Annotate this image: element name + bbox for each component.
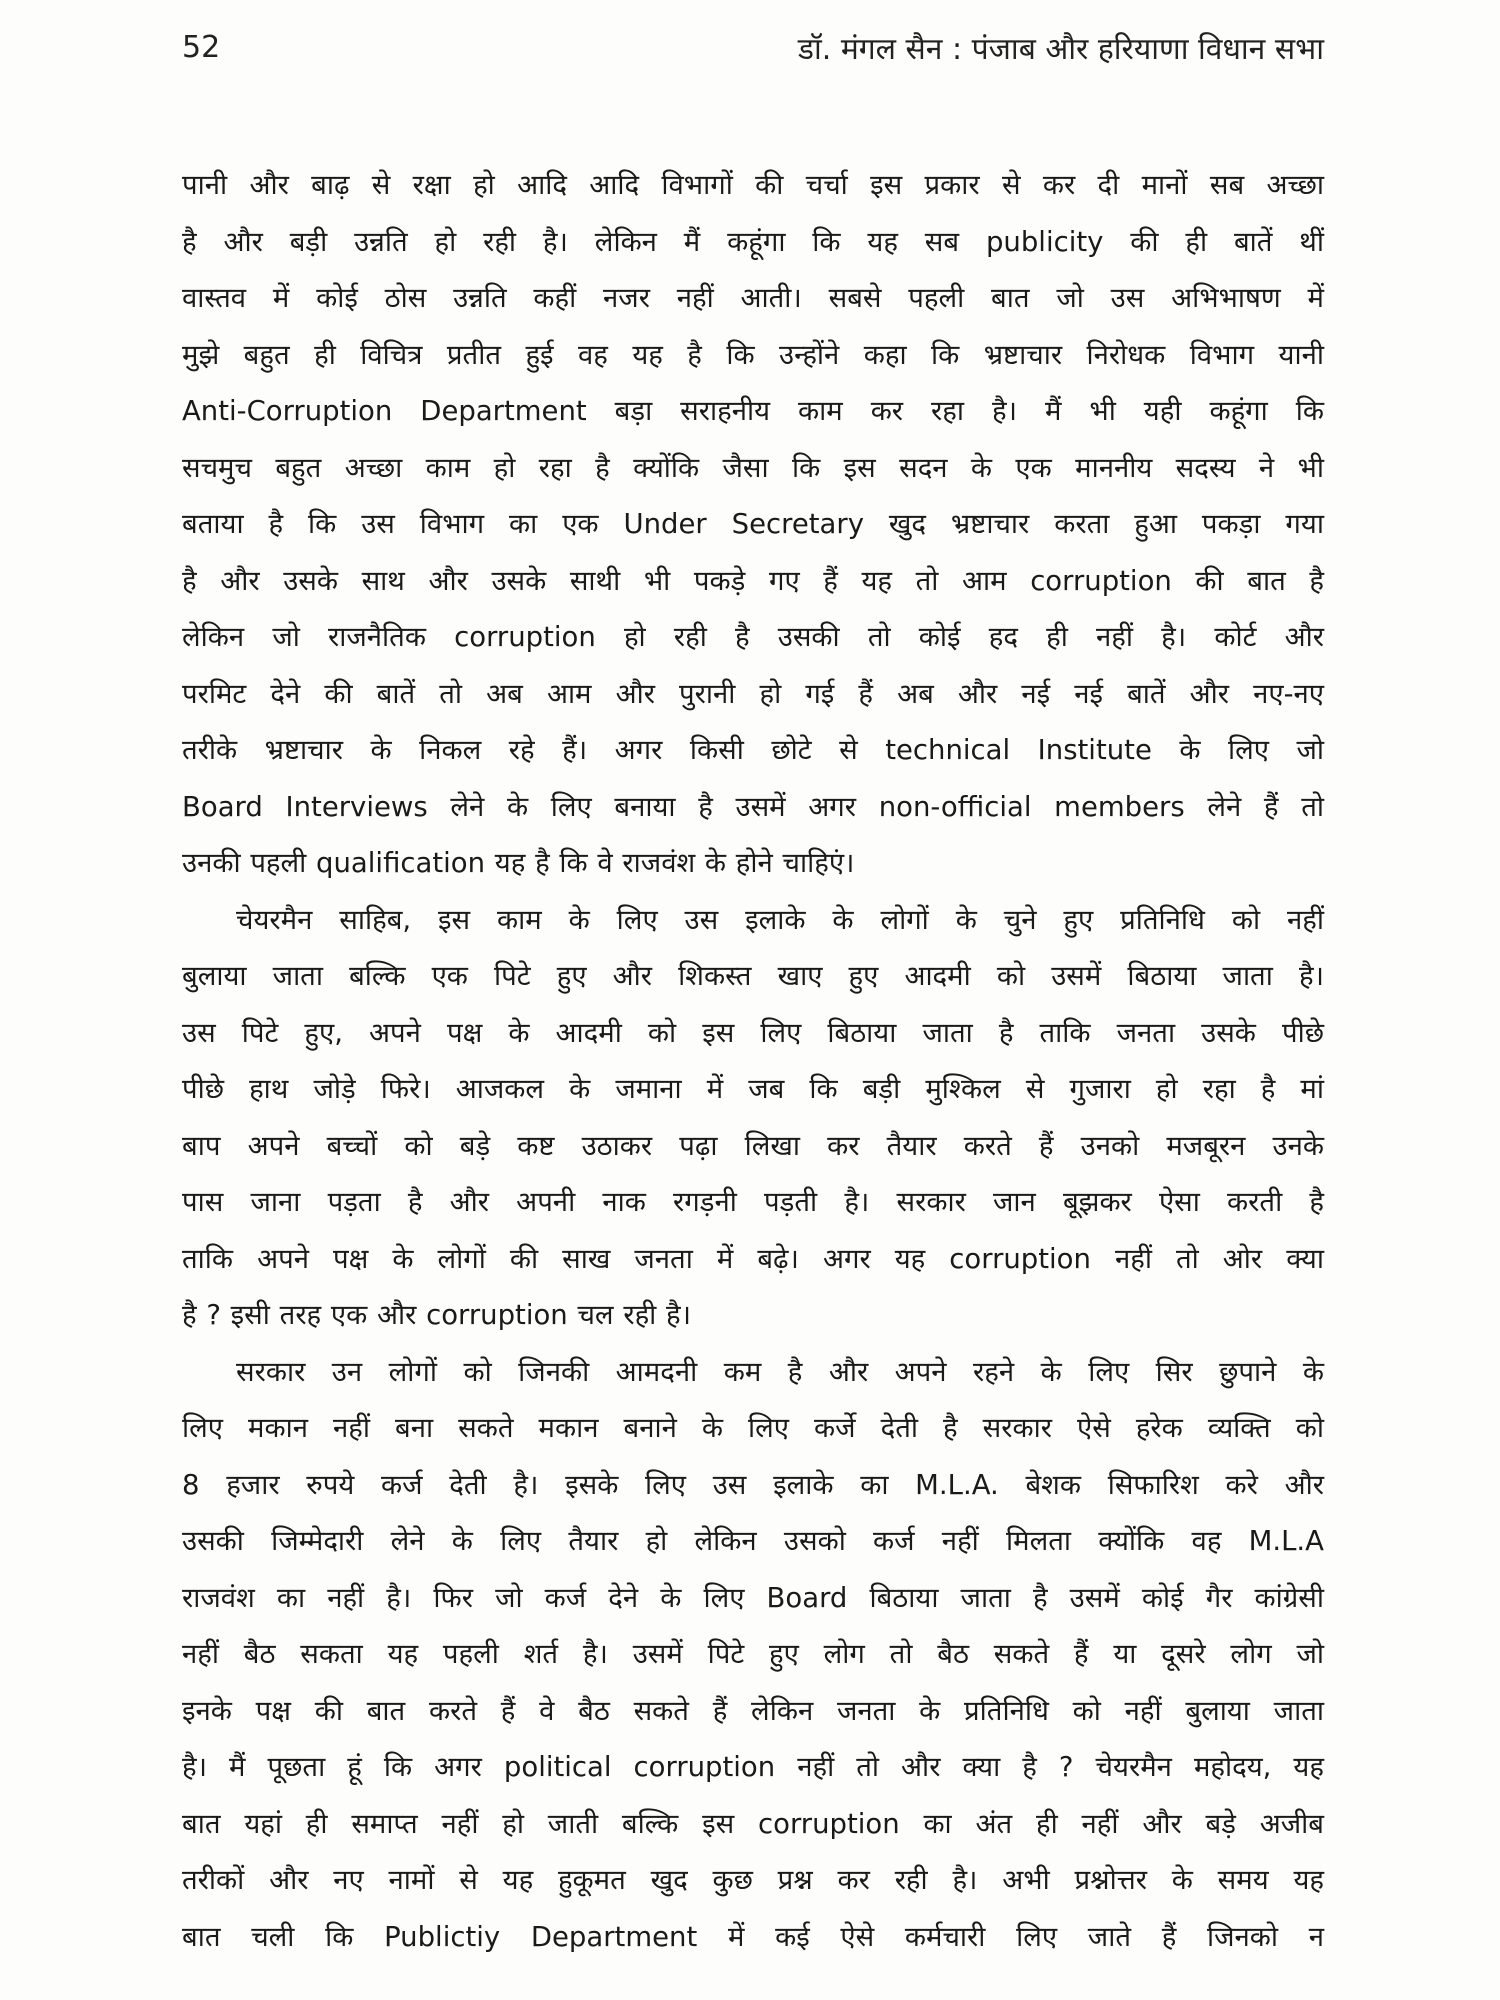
text-line: लेकिन जो राजनैतिक corruption हो रही है उसकी तो कोई हद ही नहीं है। कोर्ट और <box>182 621 1324 653</box>
text-line: उस पिटे हुए, अपने पक्ष के आदमी को इस लिए बिठाया जाता है ताकि जनता उसके पीछे <box>182 1016 1324 1049</box>
text-line: पानी और बाढ़ से रक्षा हो आदि आदि विभागों की चर्चा इस प्रकार से कर दी मानों सब अच्छा <box>182 169 1324 201</box>
text-line: Board Interviews लेने के लिए बनाया है उसमें अगर non-official members लेने हैं तो <box>182 790 1324 823</box>
text-line: वास्तव में कोई ठोस उन्नति कहीं नजर नहीं आती। सबसे पहली बात जो उस अभिभाषण में <box>182 282 1324 314</box>
paragraph-1 <box>182 157 1324 892</box>
text-line: तरीकों और नए नामों से यह हुकूमत खुद कुछ प्रश्न कर रही है। अभी प्रश्नोत्तर के समय यह <box>182 1864 1324 1896</box>
text-line: इनके पक्ष की बात करते हैं वे बैठ सकते हैं लेकिन जनता के प्रतिनिधि को नहीं बुलाया जाता <box>182 1694 1324 1727</box>
text-line: चेयरमैन साहिब, इस काम के लिए उस इलाके के लोगों के चुने हुए प्रतिनिधि को नहीं <box>236 903 1324 936</box>
text-line: राजवंश का नहीं है। फिर जो कर्ज देने के लिए Board बिठाया जाता है उसमें कोई गैर कांग्रेसी <box>182 1581 1324 1614</box>
text-line: ताकि अपने पक्ष के लोगों की साख जनता में बढ़े। अगर यह corruption नहीं तो ओर क्या <box>182 1242 1324 1275</box>
text-line: सरकार उन लोगों को जिनकी आमदनी कम है और अपने रहने के लिए सिर छुपाने के <box>236 1355 1324 1388</box>
text-line: बात चली कि Publictiy Department में कई ऐसे कर्मचारी लिए जाते हैं जिनको न <box>182 1920 1324 1953</box>
text-line: है और बड़ी उन्नति हो रही है। लेकिन मैं कहूंगा कि यह सब publicity की ही बातें थीं <box>182 225 1324 258</box>
text-line: बताया है कि उस विभाग का एक Under Secretary खुद भ्रष्टाचार करता हुआ पकड़ा गया <box>182 508 1324 540</box>
text-line: उनकी पहली qualification यह है कि वे राजवंश के होने चाहिएं। <box>182 847 855 879</box>
page-number: 52 <box>182 29 221 65</box>
text-line: Anti-Corruption Department बड़ा सराहनीय काम कर रहा है। मैं भी यही कहूंगा कि <box>182 395 1324 427</box>
text-line: बुलाया जाता बल्कि एक पिटे हुए और शिकस्त खाए हुए आदमी को उसमें बिठाया जाता है। <box>182 960 1324 992</box>
text-line: है। मैं पूछता हूं कि अगर political corruption नहीं तो और क्या है ? चेयरमैन महोदय, यह <box>182 1751 1324 1783</box>
text-line: नहीं बैठ सकता यह पहली शर्त है। उसमें पिटे हुए लोग तो बैठ सकते हैं या दूसरे लोग जो <box>182 1638 1324 1670</box>
text-line: उसकी जिम्मेदारी लेने के लिए तैयार हो लेकिन उसको कर्ज नहीं मिलता क्योंकि वह M.L.A <box>182 1525 1324 1557</box>
running-title: डॉ. मंगल सैन : पंजाब और हरियाणा विधान सभा <box>797 31 1324 67</box>
page-header <box>182 22 1324 72</box>
text-line: मुझे बहुत ही विचित्र प्रतीत हुई वह यह है कि उन्होंने कहा कि भ्रष्टाचार निरोधक विभाग यानी <box>182 338 1324 371</box>
paragraph-3 <box>182 1344 1324 1966</box>
text-line: पीछे हाथ जोड़े फिरे। आजकल के जमाना में जब कि बड़ी मुश्किल से गुजारा हो रहा है मां <box>182 1073 1324 1105</box>
text-line: पास जाना पड़ता है और अपनी नाक रगड़नी पड़ती है। सरकार जान बूझकर ऐसा करती है <box>182 1186 1324 1218</box>
text-line: बात यहां ही समाप्त नहीं हो जाती बल्कि इस corruption का अंत ही नहीं और बड़े अजीब <box>182 1807 1324 1840</box>
paragraph-2 <box>182 892 1324 1344</box>
text-line: सचमुच बहुत अच्छा काम हो रहा है क्योंकि जैसा कि इस सदन के एक माननीय सदस्य ने भी <box>182 451 1324 484</box>
text-line: 8 हजार रुपये कर्ज देती है। इसके लिए उस इलाके का M.L.A. बेशक सिफारिश करे और <box>182 1468 1324 1501</box>
text-line: है ? इसी तरह एक और corruption चल रही है। <box>182 1299 692 1331</box>
text-line: लिए मकान नहीं बना सकते मकान बनाने के लिए कर्जे देती है सरकार ऐसे हरेक व्यक्ति को <box>182 1412 1324 1444</box>
text-line: तरीके भ्रष्टाचार के निकल रहे हैं। अगर किसी छोटे से technical Institute के लिए जो <box>182 734 1324 766</box>
body-text <box>182 157 1324 1965</box>
text-line: बाप अपने बच्चों को बड़े कष्ट उठाकर पढ़ा लिखा कर तैयार करते हैं उनको मजबूरन उनके <box>182 1129 1324 1162</box>
text-line: है और उसके साथ और उसके साथी भी पकड़े गए हैं यह तो आम corruption की बात है <box>182 564 1324 597</box>
text-line: परमिट देने की बातें तो अब आम और पुरानी हो गई हैं अब और नई नई बातें और नए-नए <box>182 677 1324 710</box>
